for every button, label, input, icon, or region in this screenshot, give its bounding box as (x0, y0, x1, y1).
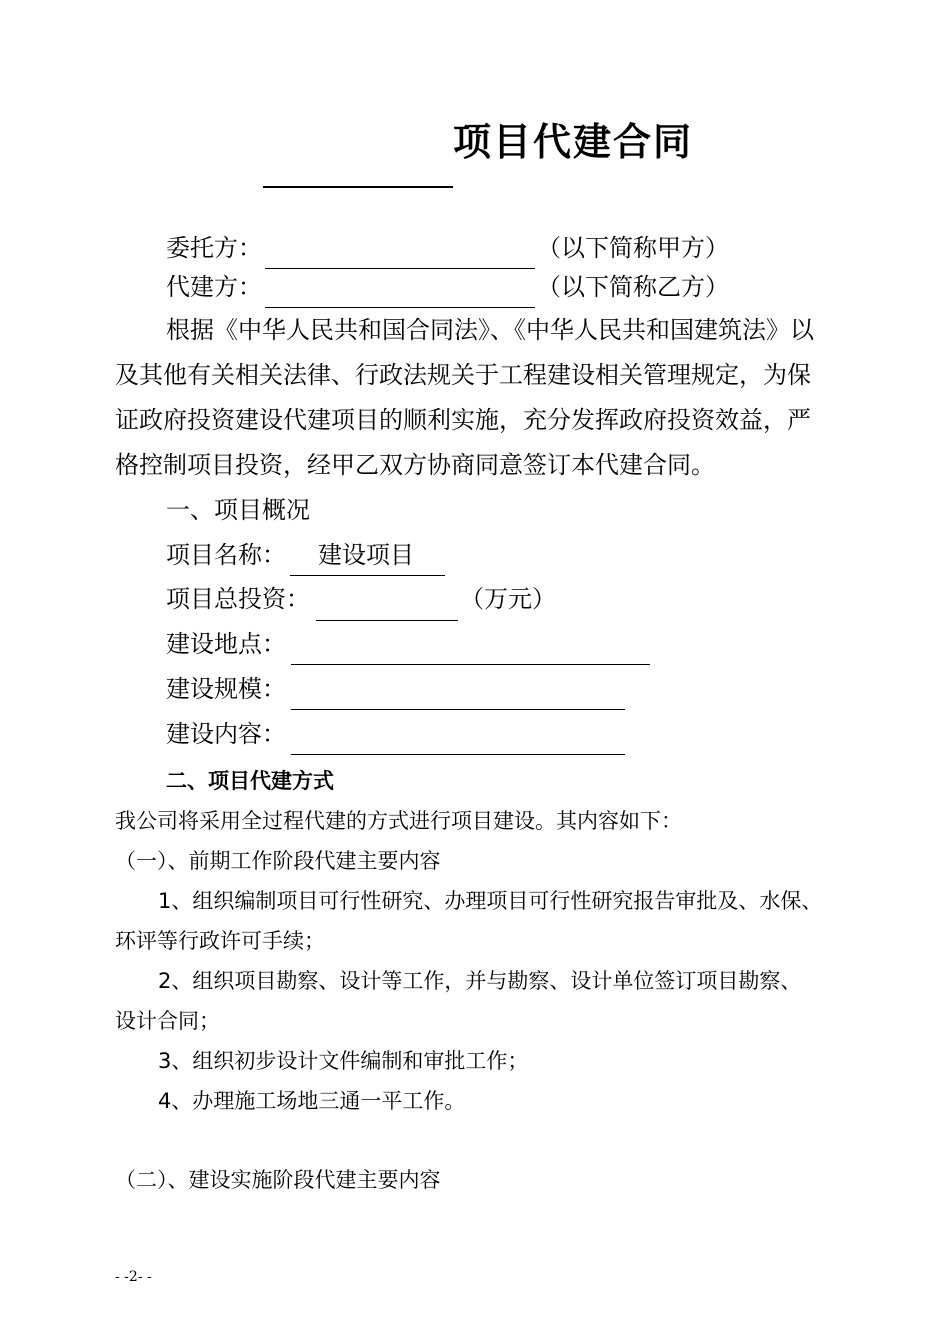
agent-label: 代建方： (166, 273, 262, 301)
agent-blank-line (265, 307, 535, 308)
item2-line-2: 设计合同； (115, 1009, 220, 1033)
section2-intro: 我公司将采用全过程代建的方式进行项目建设。其内容如下： (115, 809, 682, 833)
intro-line-3: 证政府投资建设代建项目的顺利实施，充分发挥政府投资效益，严 (115, 406, 811, 434)
investment-blank-line (316, 620, 458, 621)
project-name-label: 项目名称： (166, 541, 286, 569)
location-label: 建设地点： (166, 630, 286, 658)
content-blank-line (291, 754, 625, 755)
client-label: 委托方： (166, 234, 262, 262)
section1-heading: 一、项目概况 (166, 496, 310, 524)
title-underline (263, 186, 453, 188)
subsection2-heading: （二）、建设实施阶段代建主要内容 (115, 1168, 441, 1192)
item2-line-1: 2、组织项目勘察、设计等工作，并与勘察、设计单位签订项目勘察、 (158, 969, 802, 993)
item1-line-2: 环评等行政许可手续； (115, 929, 325, 953)
client-blank-line (265, 268, 535, 269)
section2-heading: 二、项目代建方式 (166, 769, 334, 793)
intro-line-4: 格控制项目投资，经甲乙双方协商同意签订本代建合同。 (115, 451, 715, 479)
intro-line-1: 根据《中华人民共和国合同法》、《中华人民共和国建筑法》以 (166, 316, 814, 344)
subsection1-heading: （一）、前期工作阶段代建主要内容 (115, 849, 441, 873)
investment-unit: （万元） (460, 585, 556, 613)
item4: 4、办理施工场地三通一平工作。 (158, 1089, 466, 1113)
agent-suffix: （以下简称乙方） (537, 273, 729, 301)
location-blank-line (291, 664, 650, 665)
client-suffix: （以下简称甲方） (537, 234, 729, 262)
item1-line-1: 1、组织编制项目可行性研究、办理项目可行性研究报告审批及、水保、 (158, 889, 823, 913)
document-title: 项目代建合同 (453, 120, 694, 164)
content-label: 建设内容： (166, 720, 286, 748)
intro-line-2: 及其他有关相关法律、行政法规关于工程建设相关管理规定，为保 (115, 361, 811, 389)
project-name-value: 建设项目 (318, 541, 414, 569)
scale-blank-line (291, 709, 625, 710)
item3: 3、组织初步设计文件编制和审批工作； (158, 1049, 529, 1073)
scale-label: 建设规模： (166, 675, 286, 703)
page-number: - -2- - (115, 1269, 152, 1285)
investment-label: 项目总投资： (166, 585, 310, 613)
project-name-line (290, 575, 445, 576)
